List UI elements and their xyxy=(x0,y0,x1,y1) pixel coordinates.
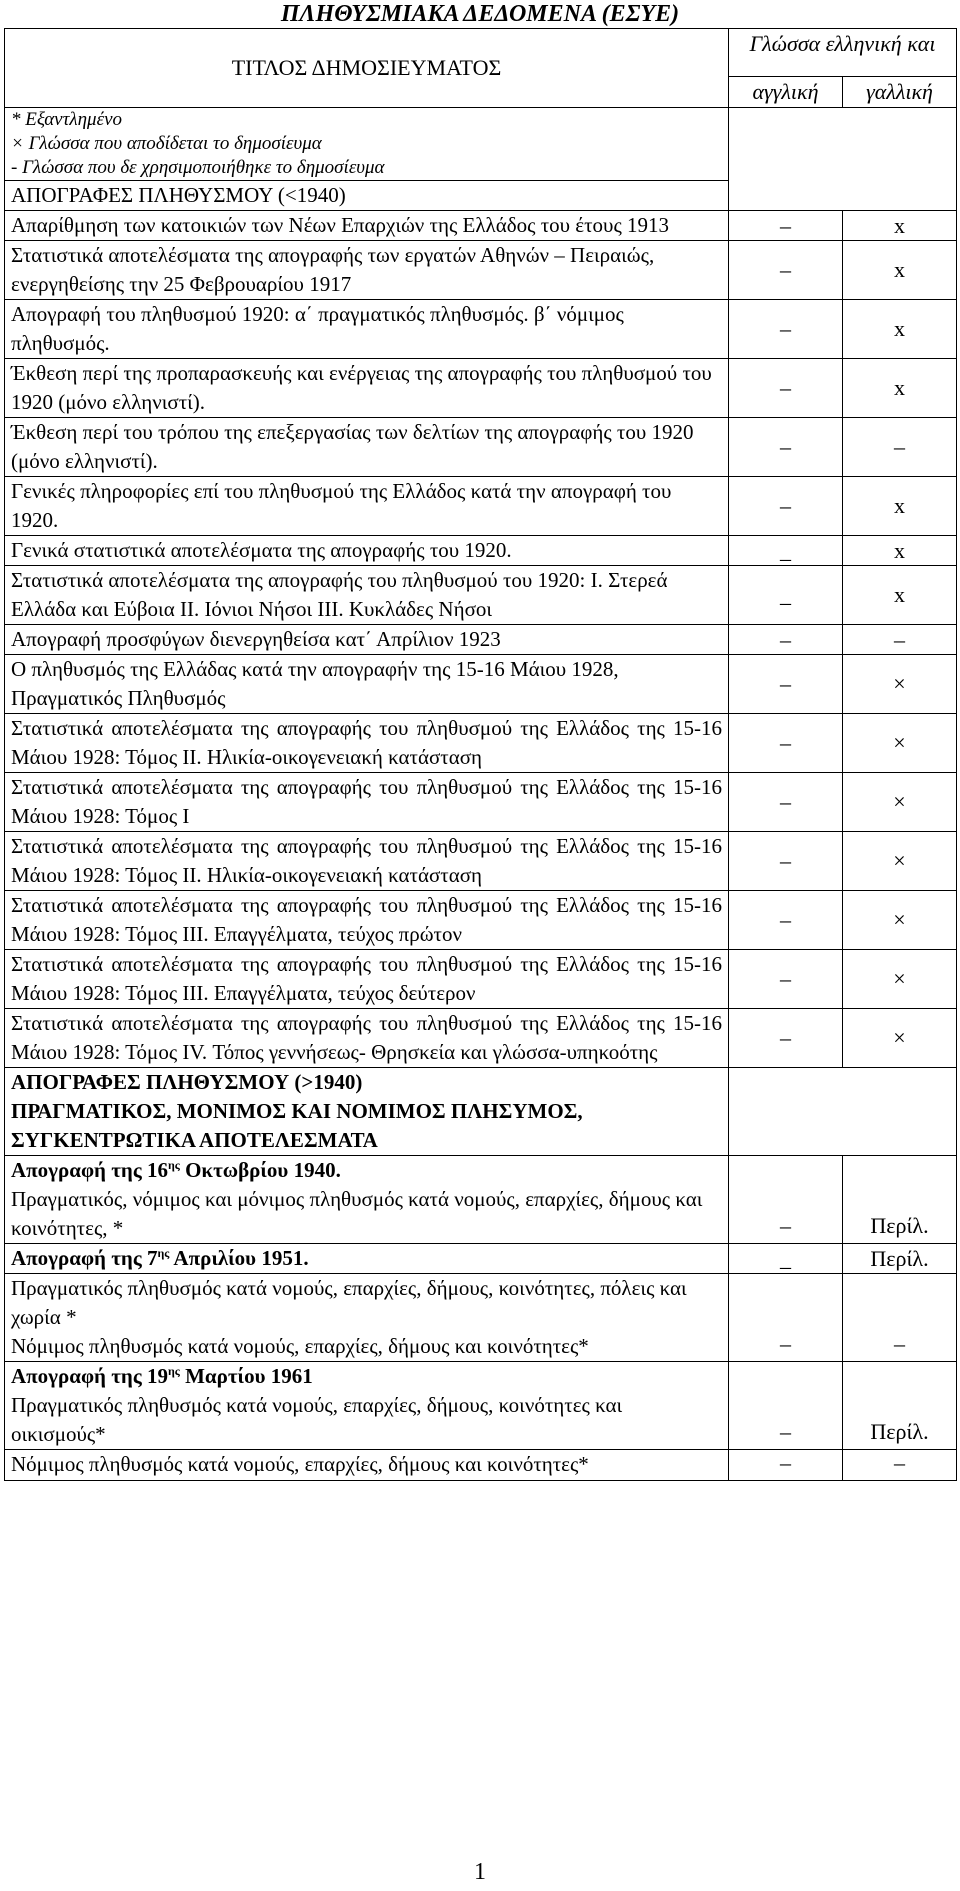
english-mark: – xyxy=(729,832,843,891)
french-mark: x xyxy=(843,536,957,566)
english-mark: – xyxy=(729,477,843,536)
french-mark: – xyxy=(843,1274,957,1362)
english-mark: – xyxy=(729,950,843,1009)
publication-title: Ο πληθυσμός της Ελλάδας κατά την απογραφήν της 15-16 Μάιου 1928, Πραγματικός Πληθυσμός xyxy=(5,655,729,714)
english-mark: – xyxy=(729,714,843,773)
publication-title: Απαρίθμηση των κατοικιών των Νέων Επαρχιών της Ελλάδος του έτους 1913 xyxy=(5,211,729,241)
french-mark: Περίλ. xyxy=(843,1156,957,1244)
english-mark: – xyxy=(729,655,843,714)
french-mark: x xyxy=(843,211,957,241)
french-mark: × xyxy=(843,655,957,714)
census-1961-entry xyxy=(5,1362,729,1450)
page-number: 1 xyxy=(474,1859,486,1885)
section-heading: ΑΠΟΓΡΑΦΕΣ ΠΛΗΘΥΣΜΟΥ (>1940) xyxy=(11,1070,363,1094)
subsection-heading: ΠΡΑΓΜΑΤΙΚΟΣ, ΜΟΝΙΜΟΣ ΚΑΙ ΝΟΜΙΜΟΣ ΠΛΗΣΥΜΟΣ, ΣΥΓΚΕΝΤΡΩΤΙΚΑ ΑΠΟΤΕΛΕΣΜΑΤΑ xyxy=(11,1099,583,1152)
legend-item: * Εξαντλημένο xyxy=(11,109,123,130)
publication-title: Στατιστικά αποτελέσματα της απογραφής του πληθυσμού της Ελλάδος της 15-16 Μάιου 1928: Τόμος IV. Τόπος γεννήσεως- Θρησκεία και γλώσσα-υπηκοότης xyxy=(5,1009,729,1068)
table-row xyxy=(5,773,957,832)
french-mark: Περίλ. xyxy=(843,1362,957,1450)
english-mark: – xyxy=(729,625,843,655)
publication-title: Πραγματικός, νόμιμος και μόνιμος πληθυσμός κατά νομούς, επαρχίες, δήμους και κοινότητες, * xyxy=(11,1187,703,1240)
publication-title: Στατιστικά αποτελέσματα της απογραφής του πληθυσμού της Ελλάδος της 15-16 Μάιου 1928: Τόμος ΙΙ. Ηλικία-οικογενειακή κατάσταση xyxy=(5,832,729,891)
section-heading-post-1940 xyxy=(5,1068,729,1156)
table-row xyxy=(5,536,957,566)
publication-title: Έκθεση περί της προπαρασκευής και ενέργειας της απογραφής του πληθυσμού του 1920 (μόνο ελληνιστί). xyxy=(5,359,729,418)
census-1940-entry xyxy=(5,1156,729,1244)
french-mark: – xyxy=(843,625,957,655)
publication-title: Στατιστικά αποτελέσματα της απογραφής του πληθυσμού της Ελλάδος της 15-16 Μάιου 1928: Τόμος Ι xyxy=(5,773,729,832)
census-heading: Απογραφή της $19^{\eta\varsigma}$ Μαρτίου 1961 xyxy=(11,1364,313,1388)
english-mark: _ xyxy=(729,566,843,625)
page-title: ΠΛΗΘΥΣΜΙΑΚΑ ΔΕΔΟΜΕΝΑ (ΕΣΥΕ) xyxy=(280,1,680,27)
empty-cell xyxy=(729,108,957,211)
english-mark: _ xyxy=(729,1244,843,1274)
empty-cell xyxy=(729,1068,957,1156)
table-row xyxy=(5,359,957,418)
english-mark: – xyxy=(729,241,843,300)
publication-title: Νόμιμος πληθυσμός κατά νομούς, επαρχίες, δήμους και κοινότητες* xyxy=(11,1334,589,1358)
french-mark: – xyxy=(843,418,957,477)
english-mark: _ xyxy=(729,536,843,566)
french-mark: – xyxy=(843,1450,957,1481)
english-mark: – xyxy=(729,1450,843,1481)
publication-title: Στατιστικά αποτελέσματα της απογραφής του πληθυσμού της Ελλάδος της 15-16 Μάιου 1928: Τόμος ΙΙ. Ηλικία-οικογενειακή κατάσταση xyxy=(5,714,729,773)
publication-title: Πραγματικός πληθυσμός κατά νομούς, επαρχίες, δήμους, κοινότητες και οικισμούς* xyxy=(11,1393,623,1446)
census-heading: Απογραφή της $7^{\eta\varsigma}$ Απριλίου 1951. xyxy=(11,1246,309,1270)
table-row xyxy=(5,241,957,300)
publication-title: Στατιστικά αποτελέσματα της απογραφής του πληθυσμού της Ελλάδος της 15-16 Μάιου 1928: Τόμος ΙΙΙ. Επαγγέλματα, τεύχος πρώτον xyxy=(5,891,729,950)
english-mark: – xyxy=(729,1009,843,1068)
legend xyxy=(5,108,729,181)
french-mark: × xyxy=(843,1009,957,1068)
publication-title: Απογραφή του πληθυσμού 1920: α΄ πραγματικός πληθυσμός. β΄ νόμιμος πληθυσμός. xyxy=(5,300,729,359)
french-mark: x xyxy=(843,241,957,300)
legend-item: - Γλώσσα που δε χρησιμοποιήθηκε το δημοσίευμα xyxy=(11,157,385,178)
publication-title: Στατιστικά αποτελέσματα της απογραφής του πληθυσμού του 1920: Ι. Στερεά Ελλάδα και Εύβοια ΙΙ. Ιόνιοι Νήσοι ΙΙΙ. Κυκλάδες Νήσοι xyxy=(5,566,729,625)
english-mark: – xyxy=(729,359,843,418)
publication-title: Πραγματικός πληθυσμός κατά νομούς, επαρχίες, δήμους, κοινότητες, πόλεις και χωρία * xyxy=(11,1276,687,1329)
french-mark: x xyxy=(843,300,957,359)
french-mark: x xyxy=(843,359,957,418)
table-row xyxy=(5,832,957,891)
english-mark: – xyxy=(729,300,843,359)
table-row xyxy=(5,625,957,655)
publication-title: Έκθεση περί του τρόπου της επεξεργασίας των δελτίων της απογραφής του 1920 (μόνο ελληνιστί). xyxy=(5,418,729,477)
table-row xyxy=(5,714,957,773)
language-group-header: Γλώσσα ελληνική και xyxy=(729,29,957,77)
english-mark: – xyxy=(729,1156,843,1244)
table-row xyxy=(5,1009,957,1068)
english-mark: – xyxy=(729,211,843,241)
census-1961-entry xyxy=(5,1450,729,1481)
publication-title: Γενικές πληροφορίες επί του πληθυσμού της Ελλάδος κατά την απογραφή του 1920. xyxy=(5,477,729,536)
english-mark: – xyxy=(729,773,843,832)
table-row xyxy=(5,418,957,477)
census-1951-heading-row xyxy=(5,1244,729,1274)
table-row xyxy=(5,566,957,625)
french-mark: x xyxy=(843,477,957,536)
census-1951-entries xyxy=(5,1274,729,1362)
french-mark: × xyxy=(843,832,957,891)
publication-title: Γενικά στατιστικά αποτελέσματα της απογραφής του 1920. xyxy=(5,536,729,566)
french-mark: × xyxy=(843,891,957,950)
publications-table xyxy=(4,28,957,1481)
publication-title-header: ΤΙΤΛΟΣ ΔΗΜΟΣΙΕΥΜΑΤΟΣ xyxy=(5,29,729,108)
english-mark: – xyxy=(729,1274,843,1362)
english-mark: – xyxy=(729,891,843,950)
french-mark: x xyxy=(843,566,957,625)
legend-item: × Γλώσσα που αποδίδεται το δημοσίευμα xyxy=(11,133,322,154)
french-mark: × xyxy=(843,950,957,1009)
census-heading: Απογραφή της $16^{\eta\varsigma}$ Οκτωβρίου 1940. xyxy=(11,1158,341,1182)
table-row xyxy=(5,477,957,536)
french-mark: × xyxy=(843,773,957,832)
table-row xyxy=(5,655,957,714)
table-row xyxy=(5,300,957,359)
table-row xyxy=(5,211,957,241)
english-mark: – xyxy=(729,1362,843,1450)
french-column-header: γαλλική xyxy=(843,77,957,108)
english-mark: – xyxy=(729,418,843,477)
english-column-header: αγγλική xyxy=(729,77,843,108)
section-heading-pre-1940: ΑΠΟΓΡΑΦΕΣ ΠΛΗΘΥΣΜΟΥ (<1940) xyxy=(5,181,729,211)
french-mark: × xyxy=(843,714,957,773)
publication-title: Στατιστικά αποτελέσματα της απογραφής των εργατών Αθηνών – Πειραιώς, ενεργηθείσης την 25 Φεβρουαρίου 1917 xyxy=(5,241,729,300)
publication-title: Στατιστικά αποτελέσματα της απογραφής του πληθυσμού της Ελλάδος της 15-16 Μάιου 1928: Τόμος ΙΙΙ. Επαγγέλματα, τεύχος δεύτερον xyxy=(5,950,729,1009)
publication-title: Νόμιμος πληθυσμός κατά νομούς, επαρχίες, δήμους και κοινότητες* xyxy=(11,1452,589,1476)
publication-title: Απογραφή προσφύγων διενεργηθείσα κατ΄ Απρίλιον 1923 xyxy=(5,625,729,655)
table-row xyxy=(5,891,957,950)
table-row xyxy=(5,950,957,1009)
french-mark: Περίλ. xyxy=(843,1244,957,1274)
